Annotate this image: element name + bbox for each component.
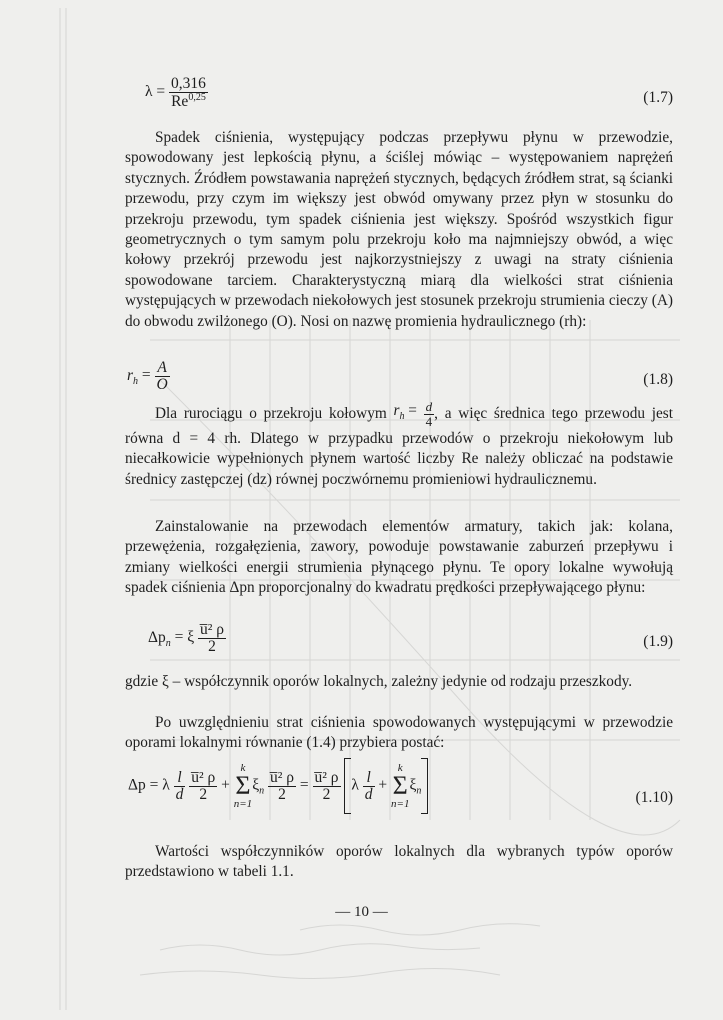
eq-1-7-den-base: Re (171, 92, 189, 110)
eq-1-10-xi-b: ξ (409, 776, 417, 794)
eq-1-10-frac-u2rho-c (313, 770, 341, 802)
eq-1-10-xi-b-sub: n (416, 785, 422, 797)
eq-1-10-f1-den: d (175, 785, 184, 803)
eq-1-10-f2b-den: 2 (278, 785, 286, 803)
eq-1-9-equals-xi: = ξ (174, 628, 195, 646)
equation-1-7 (145, 76, 208, 109)
eq-1-10-sum-b-bottom: n=1 (391, 798, 410, 810)
paragraph-4: gdzie ξ – współczynnik oporów lokalnych, zależny jedynie od rodzaju przeszkody. (125, 673, 633, 690)
eq-1-10-equals: = (299, 776, 309, 794)
eq-1-7-lhs: λ = (145, 83, 166, 101)
paragraph-2-rest: , a więc średnica tego przewodu jest równa d = 4 rh. Dlatego w przypadku przewodów o przekroju niekołowym lub niecałkowicie wypełnionych płynem wartość liczby Re należy obliczać na podstawie średnicy zastępczej (dz) równej poczwórnemu promieniowi hydraulicznemu. (125, 405, 674, 488)
eq-1-7-numerator: 0,316 (171, 75, 206, 92)
eq-1-10-xi: ξ (252, 776, 260, 794)
inline-rh-sub: h (399, 411, 405, 423)
eq-1-10-xi-sub: n (259, 785, 265, 797)
paragraph-2-start: Dla rurociągu o przekroju kołowym (155, 405, 387, 423)
eq-1-10-bracket (344, 758, 428, 814)
eq-1-10-f4-den: d (364, 785, 373, 803)
eq-1-9-lhs-sub: n (165, 637, 171, 649)
inline-rh-base: r (393, 402, 400, 420)
inline-4-denominator: 4 (425, 414, 433, 429)
eq-1-10-lambda: λ (351, 776, 359, 794)
paragraph-3: Zainstalowanie na przewodach elementów armatury, takich jak: kolana, przewężenia, rozgałęzienia, zawory, powoduje powstawanie zaburzeń przepływu i zmiany wielkości energii strumienia płynącego płynu. Te opory lokalne wywołują spadek ciśnienia Δpn proporcjonalny do kwadratu prędkości przepływającego płynu: (125, 518, 673, 597)
eq-1-10-f4-num: l (363, 770, 375, 787)
eq-1-7-fraction (169, 76, 208, 109)
equation-1-9 (148, 622, 226, 654)
eq-1-10-sum (234, 762, 252, 810)
eq-1-10-f3-den: 2 (322, 785, 331, 803)
eq-1-10-number: (1.10) (635, 789, 673, 806)
eq-1-10-sum-b (391, 762, 409, 810)
inline-d-over-4 (424, 400, 435, 429)
eq-1-7-den-exp: 0,25 (188, 91, 206, 103)
eq-1-8-equals: = (141, 366, 151, 384)
eq-1-9-denominator: 2 (208, 637, 216, 655)
eq-1-9-lhs (148, 628, 171, 649)
sigma-icon: Σ (392, 771, 408, 800)
eq-1-10-plus-b: + (378, 776, 388, 794)
eq-1-10-frac-u2rho (189, 770, 217, 802)
eq-1-7-number: (1.7) (643, 89, 673, 106)
equation-1-10 (128, 758, 428, 814)
eq-1-10-f2-num: u̅² ρ (191, 769, 216, 786)
equation-1-8 (127, 360, 170, 392)
eq-1-9-fraction (198, 622, 226, 654)
eq-1-8-lhs-sub: h (133, 375, 139, 387)
paragraph-6: Wartości współczynników oporów lokalnych dla wybranych typów oporów przedstawiono w tabeli 1.1. (125, 843, 673, 881)
eq-1-8-denominator: O (156, 375, 168, 393)
eq-1-8-lhs (127, 366, 139, 387)
inline-d-numerator: d (425, 399, 433, 414)
paragraph-2 (125, 400, 673, 490)
page-number: — 10 — (335, 904, 388, 920)
eq-1-8-lhs-base: r (127, 366, 134, 384)
eq-1-10-lhs: Δp = λ (128, 776, 170, 794)
eq-1-10-sum-bottom: n=1 (233, 798, 253, 810)
eq-1-10-f1-num: l (174, 770, 186, 787)
eq-1-10-sum-top: k (240, 762, 246, 774)
eq-1-10-sum-b-top: k (397, 762, 403, 774)
eq-1-10-f3-num: u̅² ρ (314, 769, 339, 786)
eq-1-9-numerator: u̅² ρ (200, 621, 225, 638)
eq-1-8-number: (1.8) (643, 371, 673, 388)
eq-1-10-frac-l-d-b (363, 770, 375, 802)
eq-1-8-numerator: A (155, 360, 170, 377)
paragraph-1: Spadek ciśnienia, występujący podczas przepływu płynu w przewodzie, spowodowany jest lepkością płynu, a ściślej mówiąc – występowaniem naprężeń stycznych. Źródłem powstawania naprężeń stycznych, będących źródłem strat, są ścianki przewodu, przy czym im większy jest obwód omywany przez płyn w stosunku do przekroju przewodu, tym spadek ciśnienia jest większy. Spośród wszystkich figur geometrycznych o tym samym polu przekroju koło ma najmniejszy obwód, a więc kołowy przekrój przewodu jest najkorzystniejszy z uwagi na straty ciśnienia spowodowane tarciem. Charakterystyczną miarą dla wielkości strat ciśnienia występujących w przewodach niekołowych jest stosunek przekroju strumienia cieczy (A) do obwodu zwilżonego (O). Nosi on nazwę promienia hydraulicznego (rh): (125, 129, 673, 330)
eq-1-9-number: (1.9) (643, 633, 673, 650)
eq-1-7-denominator (169, 93, 208, 110)
eq-1-9-lhs-base: Δp (148, 628, 166, 646)
eq-1-10-f2-den: 2 (199, 785, 208, 803)
eq-1-10-f2b-num: u̅² ρ (269, 769, 294, 786)
paragraph-5: Po uwzględnieniu strat ciśnienia spowodowanych występującymi w przewodzie oporami lokalnymi równanie (1.4) przybiera postać: (125, 714, 673, 752)
sigma-icon: Σ (235, 771, 251, 800)
eq-1-10-frac-l-d (174, 770, 186, 802)
eq-1-8-fraction (155, 360, 170, 392)
eq-1-10-frac-u2rho-b (268, 770, 296, 802)
inline-rh-lhs (394, 401, 417, 427)
eq-1-10-plus: + (221, 776, 230, 794)
inline-rh-formula (394, 401, 417, 427)
inline-rh-equals: = (408, 402, 417, 420)
